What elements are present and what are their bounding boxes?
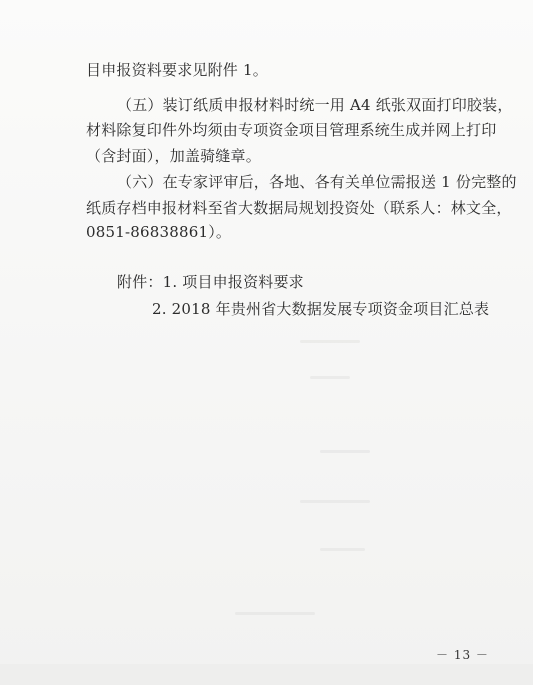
body-text-line: （六）在专家评审后，各地、各有关单位需报送 1 份完整的: [117, 173, 517, 191]
attachment-line: 附件：1. 项目申报资料要求: [117, 273, 304, 291]
bleed-through-mark: [320, 450, 370, 453]
body-text-line: 0851-86838861）。: [86, 223, 232, 241]
bleed-through-mark: [235, 612, 315, 615]
body-text-line: 纸质存档申报材料至省大数据局规划投资处（联系人：林文全，: [86, 199, 512, 217]
bleed-through-mark: [320, 548, 365, 551]
page-number: － 13 －: [436, 648, 489, 662]
bleed-through-mark: [300, 340, 360, 343]
body-text-line: 材料除复印件外均须由专项资金项目管理系统生成并网上打印: [86, 121, 497, 139]
body-text-line: （含封面），加盖骑缝章。: [86, 147, 261, 165]
attachment-line: 2. 2018 年贵州省大数据发展专项资金项目汇总表: [152, 300, 490, 318]
body-text-line: 目申报资料要求见附件 1。: [86, 61, 268, 79]
bleed-through-mark: [310, 376, 350, 379]
bleed-through-mark: [300, 500, 370, 503]
page-bottom-edge: [0, 664, 533, 685]
body-text-line: （五）装订纸质申报材料时统一用 A4 纸张双面打印胶装，: [117, 96, 513, 114]
